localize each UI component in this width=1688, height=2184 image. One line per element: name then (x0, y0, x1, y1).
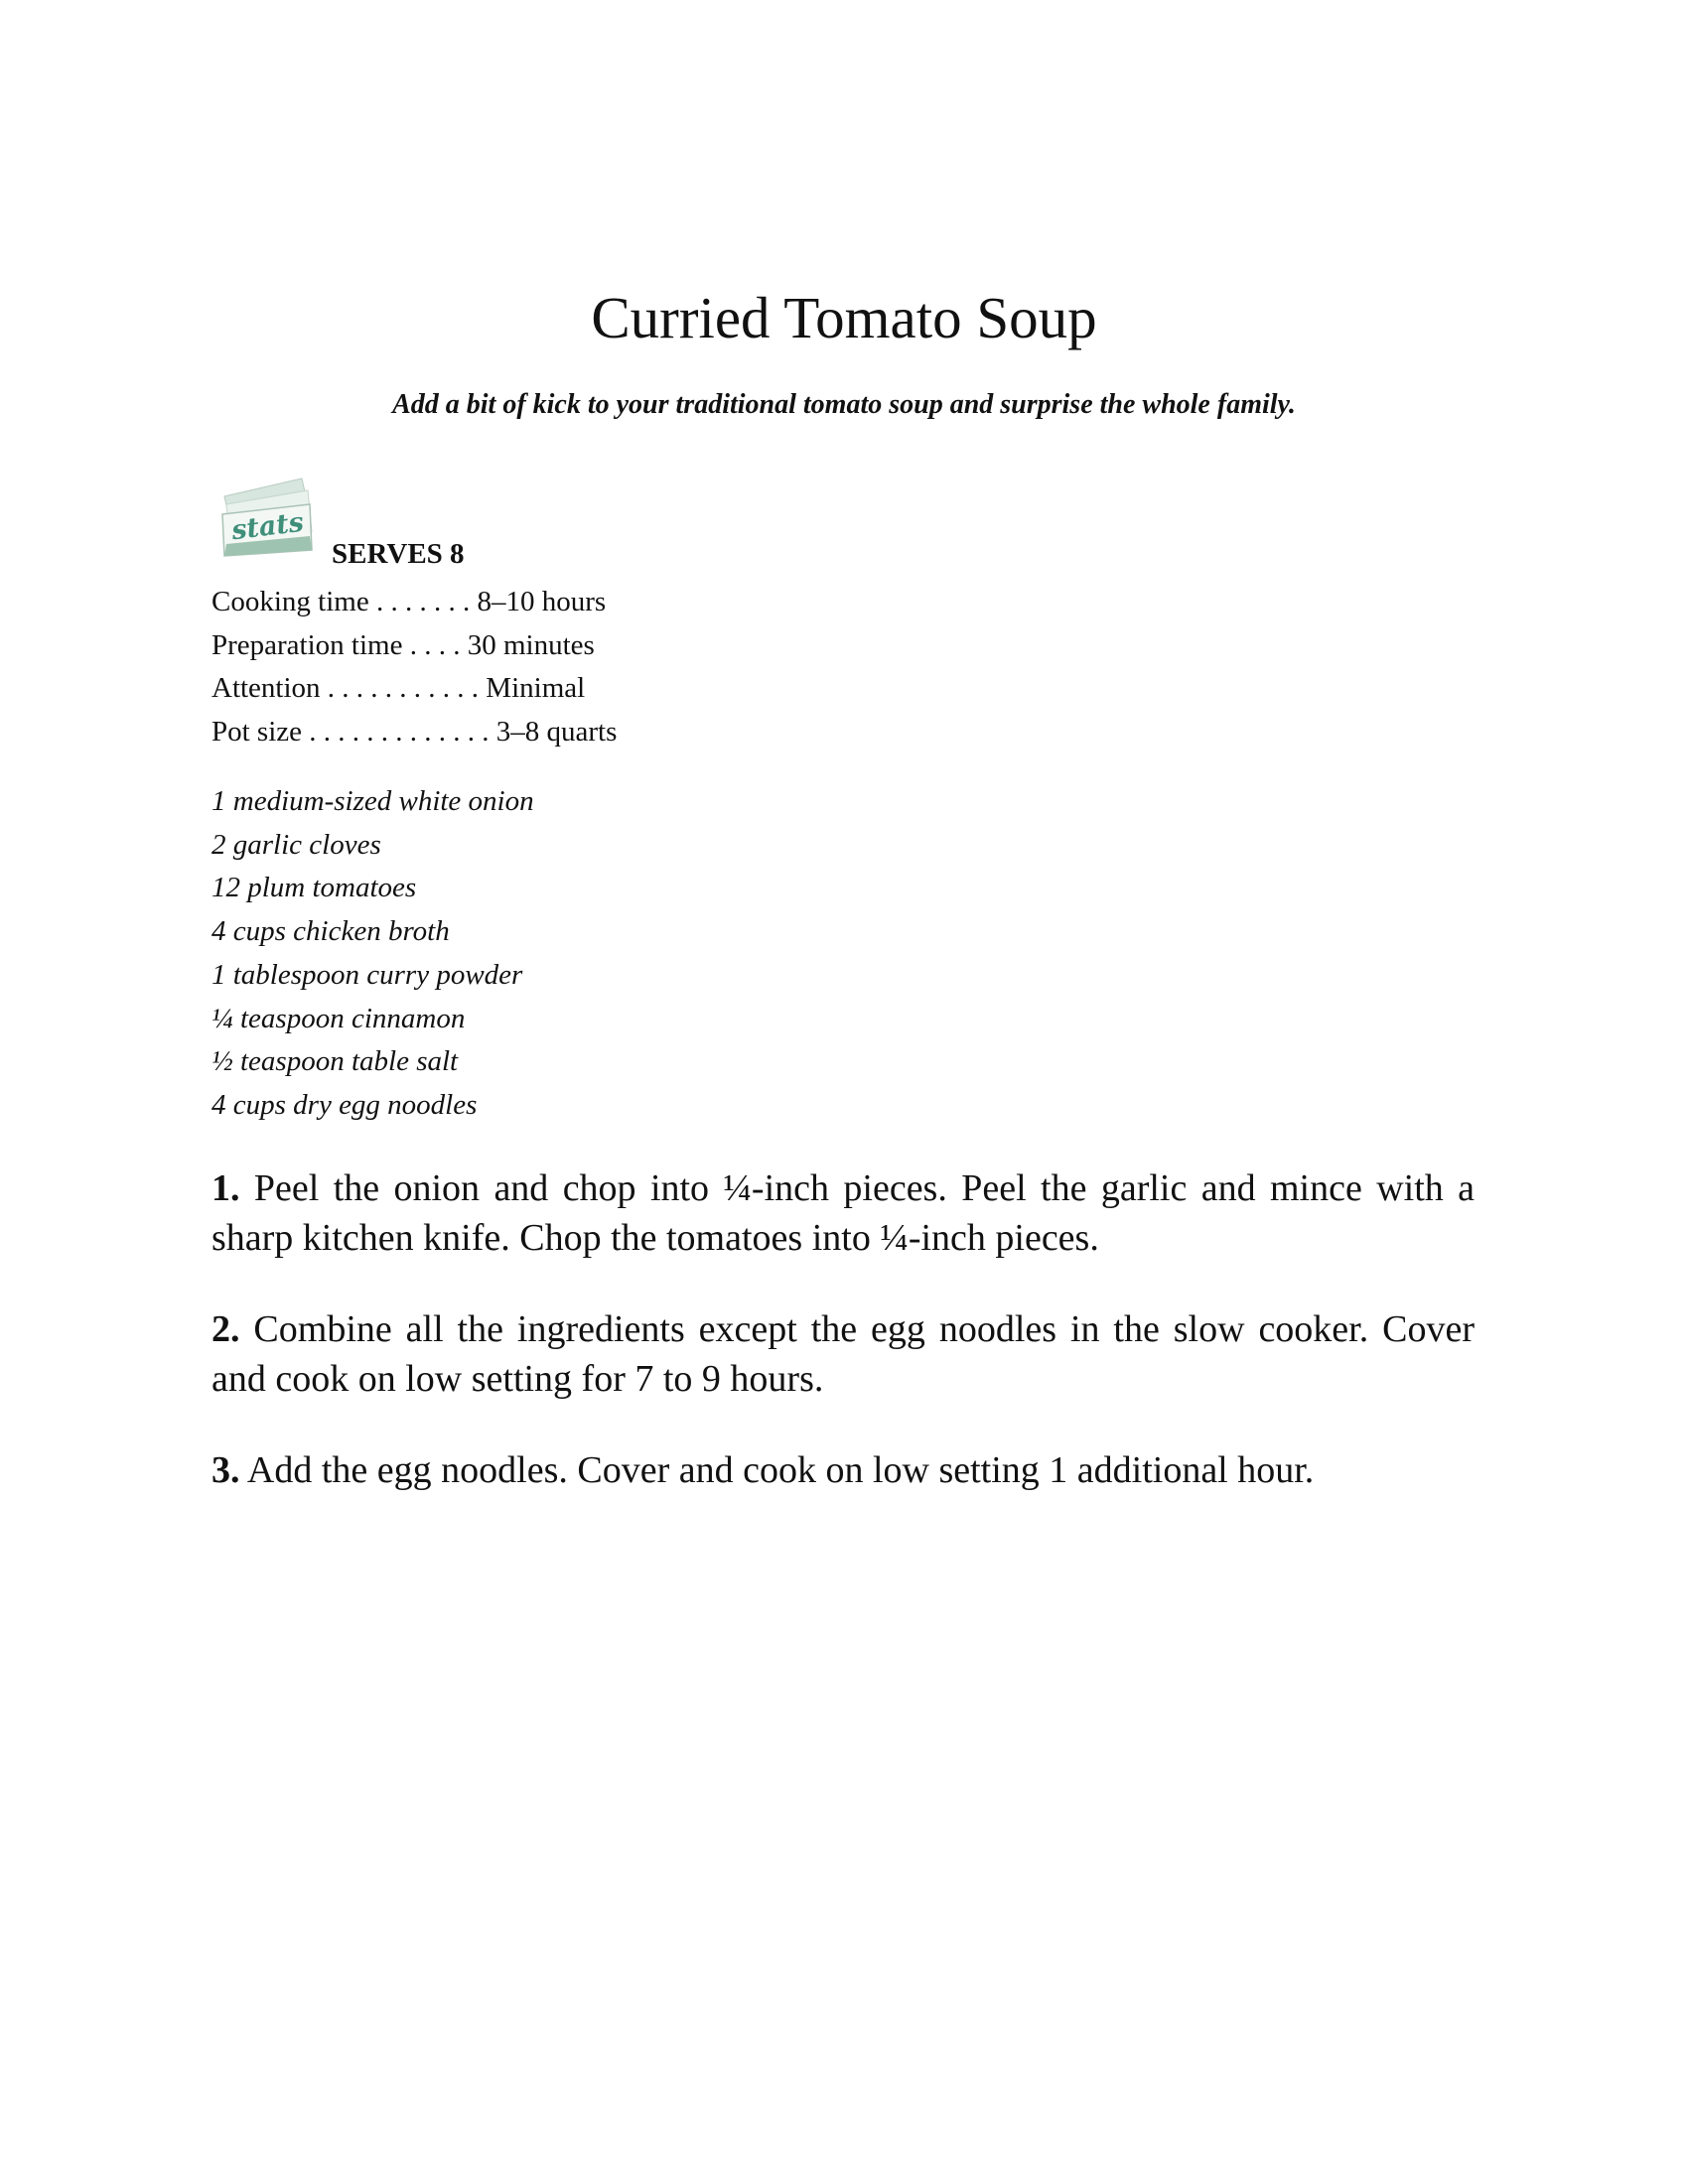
step-text: Add the egg noodles. Cover and cook on low setting 1 additional hour. (246, 1449, 1315, 1491)
recipe-subtitle: Add a bit of kick to your traditional tomato soup and surprise the whole family. (392, 389, 1296, 420)
serves-label: SERVES 8 (332, 538, 465, 570)
step-number: 1. (211, 1167, 240, 1209)
step-text: Combine all the ingredients except the egg noodles in the slow cooker. Cover and cook on low setting for 7 to 9 hours. (211, 1308, 1476, 1400)
instruction-step (211, 1445, 1475, 1495)
ingredient-item: 1 medium-sized white onion (211, 785, 534, 817)
stats-list (211, 581, 617, 754)
step-number: 3. (211, 1449, 240, 1491)
ingredient-item: 1 tablespoon curry powder (211, 958, 523, 991)
ingredient-item: 2 garlic cloves (211, 828, 381, 861)
page-title: Curried Tomato Soup (591, 285, 1097, 350)
ingredients-list (211, 780, 534, 1128)
stats-badge-label: stats (229, 506, 306, 547)
stat-cooking-time: Cooking time . . . . . . . 8–10 hours (211, 586, 607, 617)
step-number: 2. (211, 1308, 240, 1350)
stat-attention: Attention . . . . . . . . . . . Minimal (211, 672, 586, 705)
step-text: Peel the onion and chop into ¼-inch pieces. Peel the garlic and mince with a sharp kitchen knife. Chop the tomatoes into ¼-inch pieces. (211, 1167, 1476, 1259)
ingredient-item: ¼ teaspoon cinnamon (211, 1002, 466, 1034)
ingredient-item: 12 plum tomatoes (211, 872, 417, 904)
ingredient-item: 4 cups dry egg noodles (211, 1088, 478, 1121)
ingredient-item: 4 cups chicken broth (211, 915, 450, 948)
instructions (211, 1163, 1475, 1537)
stats-badge-icon (218, 475, 318, 558)
instruction-step (211, 1163, 1475, 1263)
ingredient-item: ½ teaspoon table salt (211, 1045, 459, 1078)
stat-pot-size: Pot size . . . . . . . . . . . . . 3–8 quarts (211, 716, 618, 749)
instruction-step (211, 1304, 1475, 1404)
stat-preparation-time: Preparation time . . . . 30 minutes (211, 628, 595, 661)
